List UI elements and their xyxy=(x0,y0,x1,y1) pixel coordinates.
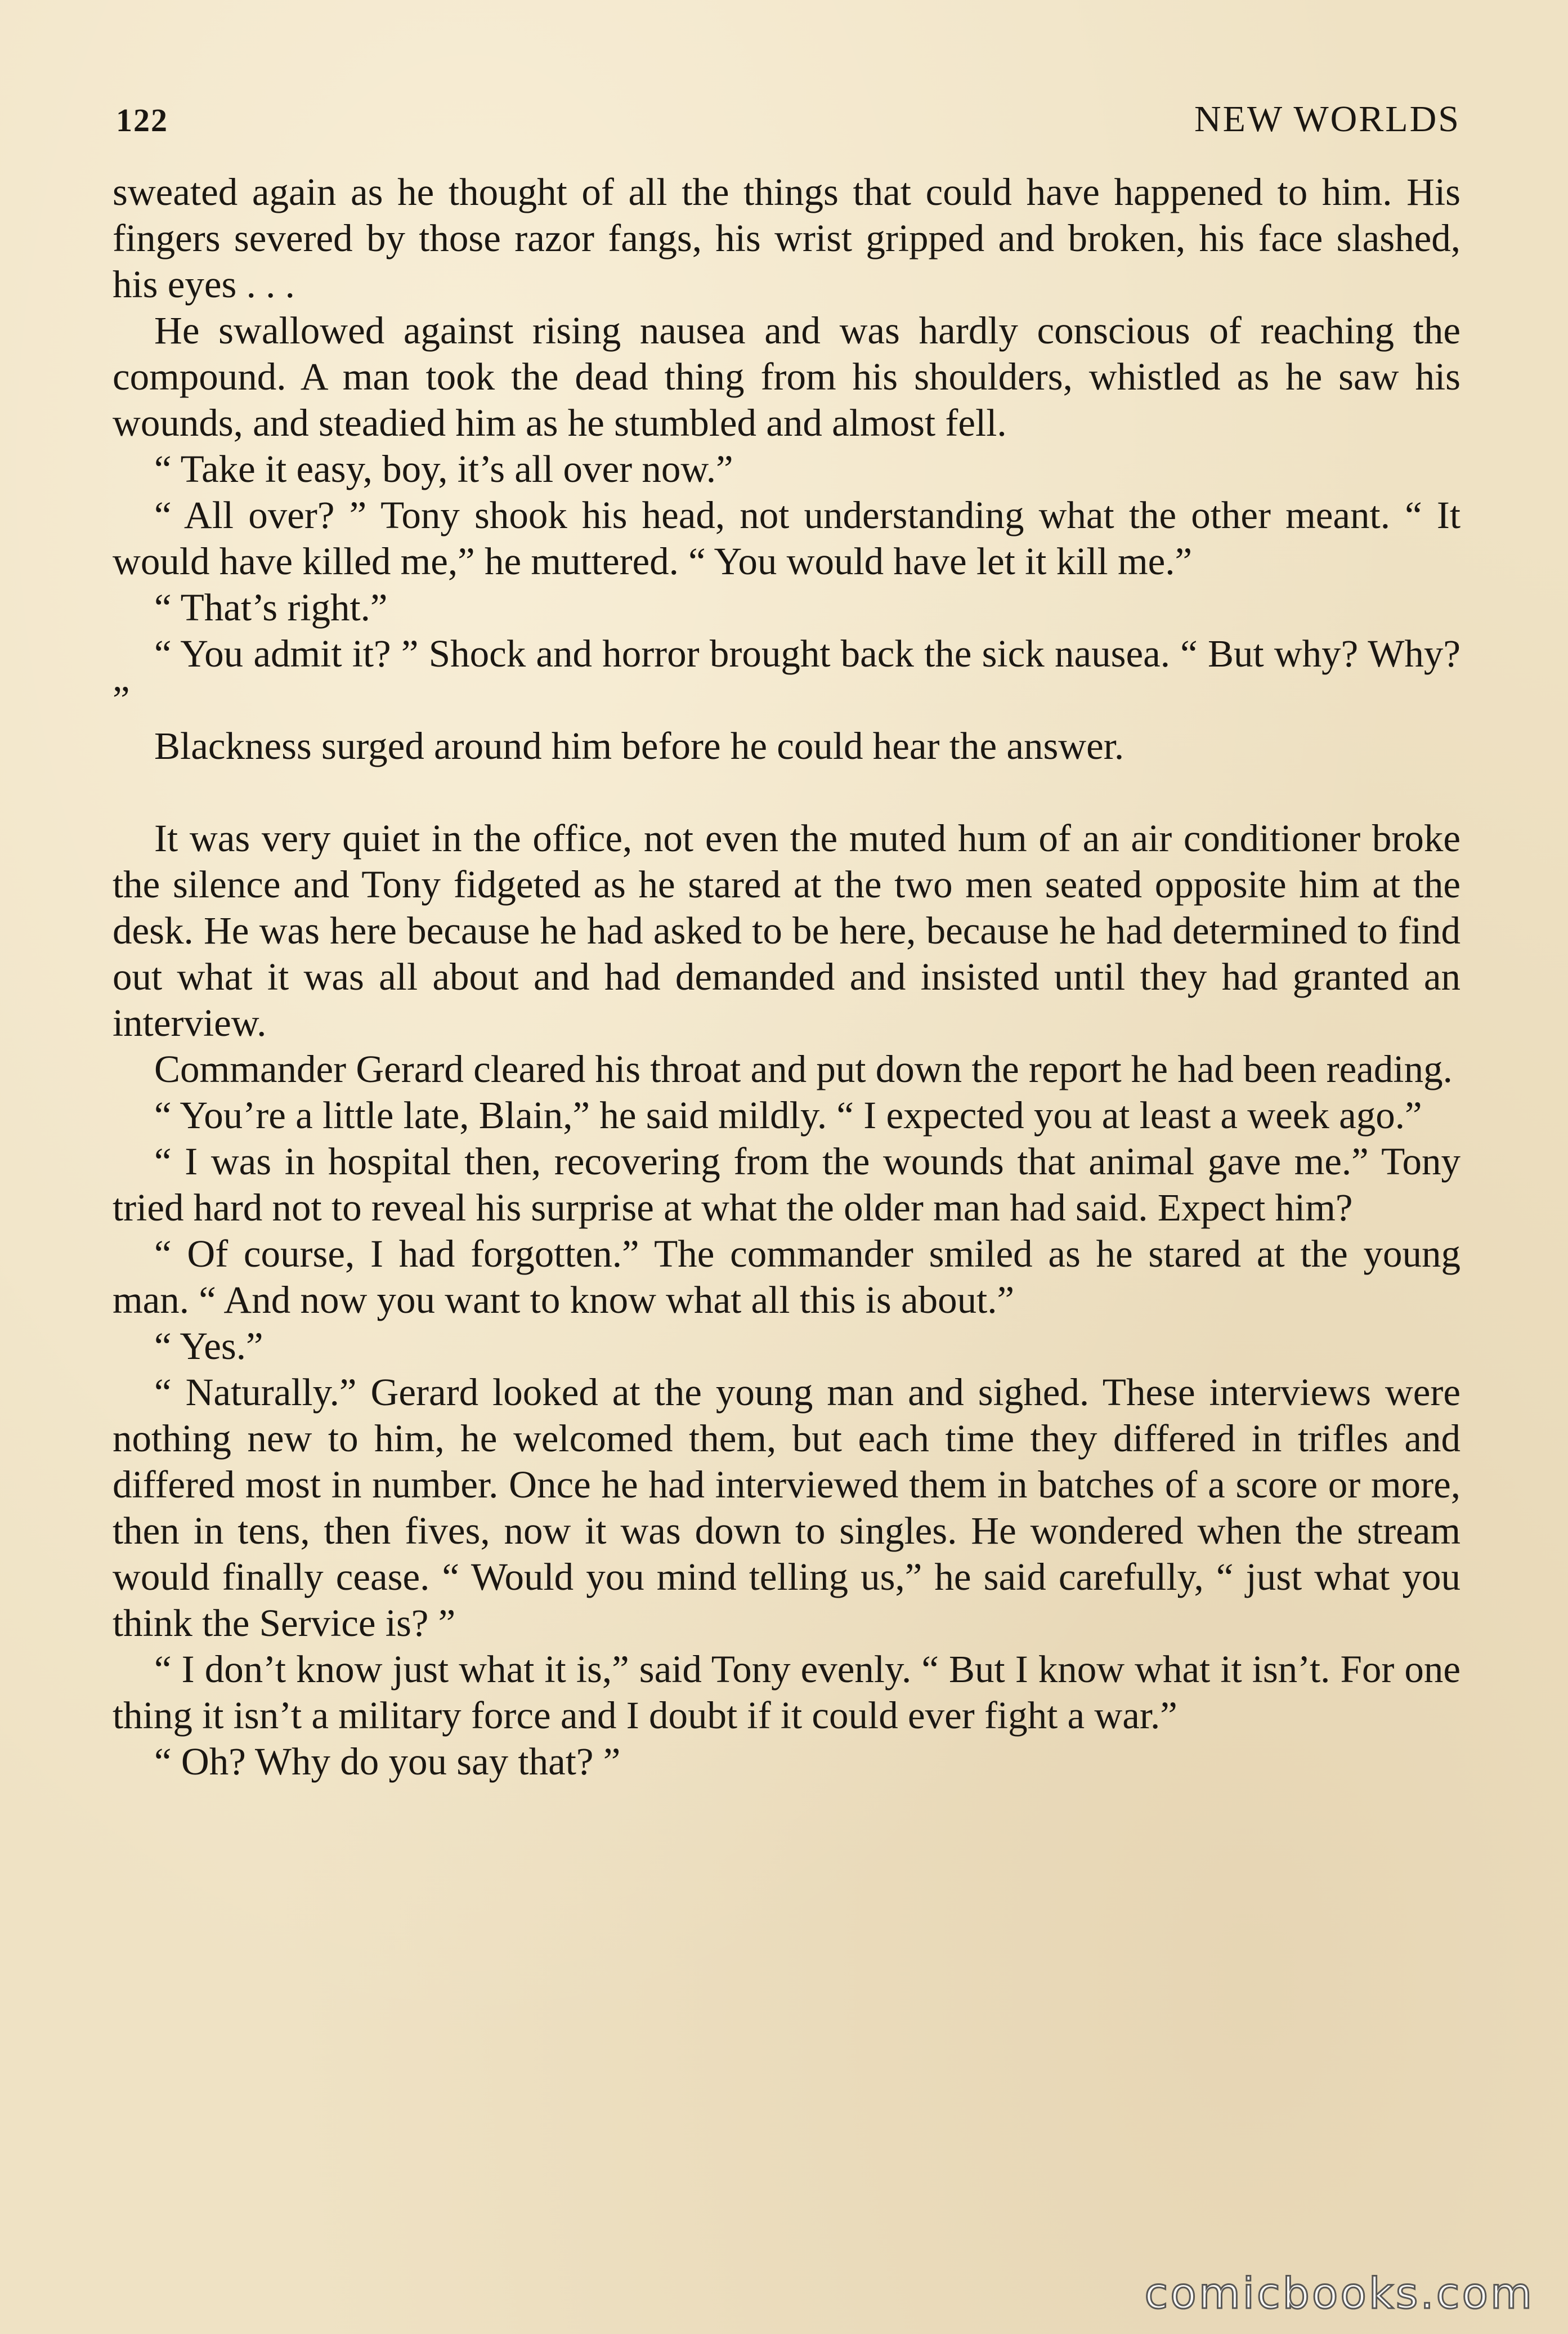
paragraph: It was very quiet in the office, not even the muted hum of an air conditioner broke the silence and Tony fidgeted as he stared at the two men seated opposite him at the desk. He was here because he had asked to be here, because he had determined to find out what it was all about and had demanded and insisted until they had granted an interview. xyxy=(113,817,1461,1044)
paragraph: He swallowed against rising nausea and was hardly conscious of reaching the compound. A man took the dead thing from his shoulders, whistled as he saw his wounds, and steadied him as he stumbled and almost fell. xyxy=(113,309,1461,444)
paragraph: “ Yes.” xyxy=(154,1325,263,1367)
paragraph: “ You admit it? ” Shock and horror brought back the sick nausea. “ But why? Why? ” xyxy=(113,632,1461,721)
paragraph: Commander Gerard cleared his throat and put down the report he had been reading. xyxy=(154,1048,1453,1090)
watermark: comicbooks.com xyxy=(1144,2268,1534,2318)
paragraph: “ Of course, I had forgotten.” The commander smiled as he stared at the young man. “ And now you want to know what all this is about.” xyxy=(113,1232,1461,1321)
paragraph: “ That’s right.” xyxy=(154,586,388,629)
paragraph: sweated again as he thought of all the things that could have happened to him. His fingers severed by those razor fangs, his wrist gripped and broken, his face slashed, his eyes . . . xyxy=(113,171,1461,306)
paragraph: “ I don’t know just what it is,” said Tony evenly. “ But I know what it isn’t. For one thing it isn’t a military force and I doubt if it could ever fight a war.” xyxy=(113,1648,1461,1737)
page-number: 122 xyxy=(116,102,168,138)
paragraph: “ Oh? Why do you say that? ” xyxy=(154,1740,621,1783)
paragraph: “ All over? ” Tony shook his head, not understanding what the other meant. “ It would have killed me,” he muttered. “ You would have let it kill me.” xyxy=(113,494,1461,583)
story-text xyxy=(113,169,1461,1785)
paragraph: “ Take it easy, boy, it’s all over now.” xyxy=(154,448,733,490)
paragraph: “ Naturally.” Gerard looked at the young man and sighed. These interviews were nothing new to him, he welcomed them, but each time they differed in trifles and differed most in number. Once he had interviewed them in batches of a score or more, then in tens, then fives, now it was down to singles. He wondered when the stream would finally cease. “ Would you mind telling us,” he said carefully, “ just what you think the Service is? ” xyxy=(113,1371,1461,1644)
book-page xyxy=(113,96,1461,2235)
paragraph: “ You’re a little late, Blain,” he said mildly. “ I expected you at least a week ago.” xyxy=(154,1094,1422,1137)
page-header xyxy=(113,96,1461,158)
paragraph: Blackness surged around him before he could hear the answer. xyxy=(154,725,1125,767)
paragraph: “ I was in hospital then, recovering from the wounds that animal gave me.” Tony tried hard not to reveal his surprise at what the older man had said. Expect him? xyxy=(113,1140,1461,1229)
running-title: NEW WORLDS xyxy=(1194,99,1461,140)
